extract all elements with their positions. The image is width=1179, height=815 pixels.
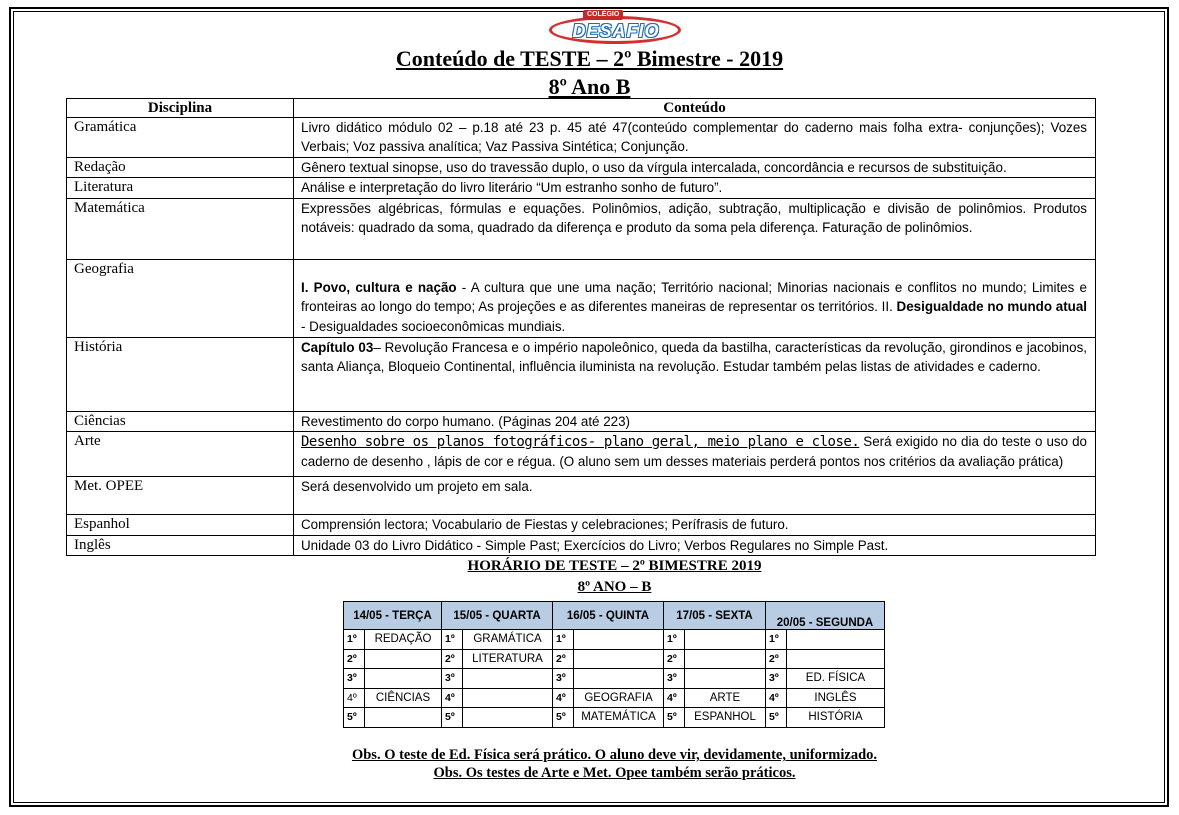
schedule-cell (365, 708, 442, 728)
schedule-cell: MATEMÁTICA (574, 708, 664, 728)
content-cell (294, 432, 1096, 477)
period-label: 2º (344, 649, 365, 669)
period-label: 5º (344, 708, 365, 728)
discipline-cell: Matemática (67, 198, 294, 259)
day-header: 17/05 - SEXTA (664, 602, 766, 630)
schedule-cell (463, 708, 553, 728)
period-label: 4º (664, 688, 685, 708)
period-label: 2º (553, 649, 574, 669)
content-bold: Capítulo 03 (301, 339, 374, 355)
discipline-cell: Met. OPEE (67, 477, 294, 515)
period-label: 4º (344, 688, 365, 708)
schedule-subtitle: 8º ANO – B (577, 579, 652, 595)
table-row (67, 337, 1096, 411)
period-label: 1º (664, 630, 685, 650)
period-label: 3º (664, 669, 685, 689)
schedule-cell: ARTE (685, 688, 766, 708)
period-label: 1º (553, 630, 574, 650)
schedule-row (344, 630, 885, 650)
discipline-cell: História (67, 337, 294, 411)
period-label: 2º (766, 649, 787, 669)
table-row (67, 198, 1096, 259)
period-label: 5º (553, 708, 574, 728)
content-cell: Livro didático módulo 02 – p.18 até 23 p. 45 até 47(conteúdo complementar do caderno mais folha extra- conjunções); Vozes Verbais; Voz passiva analítica; Vaz Passiva Sintética; Conjunção. (294, 118, 1096, 158)
period-label: 1º (344, 630, 365, 650)
period-label: 4º (766, 688, 787, 708)
schedule-cell (463, 688, 553, 708)
discipline-cell: Redação (67, 158, 294, 178)
content-cell (294, 337, 1096, 411)
schedule-cell: GRAMÁTICA (463, 630, 553, 650)
schedule-title: HORÁRIO DE TESTE – 2º BIMESTRE 2019 (467, 558, 762, 574)
content-handwritten: Desenho sobre os planos fotográficos- plano geral, meio plano e close. (301, 434, 860, 451)
content-text: – Revolução Francesa e o império napoleônico, queda da bastilha, características da revolução, girondinos e jacobinos, santa Aliança, Bloqueio Continental, influência iluminista na revolução. Estudar também pelas listas de atividades e caderno. (301, 339, 1087, 375)
schedule-row (344, 708, 885, 728)
day-header: 16/05 - QUINTA (553, 602, 664, 630)
period-label: 4º (553, 688, 574, 708)
header-content: Conteúdo (294, 99, 1096, 118)
table-row (67, 259, 1096, 337)
period-label: 1º (442, 630, 463, 650)
schedule-cell: GEOGRAFIA (574, 688, 664, 708)
discipline-cell: Gramática (67, 118, 294, 158)
schedule-cell: HISTÓRIA (787, 708, 885, 728)
content-cell: Análise e interpretação do livro literário “Um estranho sonho de futuro”. (294, 178, 1096, 198)
schedule-cell (685, 630, 766, 650)
observation-note: Obs. O teste de Ed. Física será prático. O aluno deve vir, devidamente, uniformizado. (351, 747, 878, 763)
schedule-cell: ED. FÍSICA (787, 669, 885, 689)
discipline-cell: Inglês (67, 535, 294, 555)
period-label: 3º (766, 669, 787, 689)
period-label: 5º (664, 708, 685, 728)
content-cell (294, 259, 1096, 337)
discipline-cell: Geografia (67, 259, 294, 337)
content-text: - A cultura que une uma nação; Território nacional; Minorias nacionais e conflitos no mundo; Limites e fronteiras ao longo do tempo; As projeções e as diferentes maneiras de representar os territórios. II. (301, 279, 1087, 315)
schedule-cell: ESPANHOL (685, 708, 766, 728)
schedule-cell: LITERATURA (463, 649, 553, 669)
page-title: Conteúdo de TESTE – 2º Bimestre - 2019 (395, 46, 784, 71)
content-cell: Revestimento do corpo humano. (Páginas 204 até 223) (294, 411, 1096, 431)
table-row (67, 515, 1096, 535)
day-header: 14/05 - TERÇA (344, 602, 442, 630)
table-row (67, 477, 1096, 515)
schedule-cell (365, 649, 442, 669)
header-discipline: Disciplina (67, 99, 294, 118)
discipline-cell: Ciências (67, 411, 294, 431)
schedule-cell (463, 669, 553, 689)
schedule-row (344, 688, 885, 708)
content-text: Será exigido no dia do teste o uso do caderno de desenho , lápis de cor e régua. (O aluno sem um desses materiais perderá pontos nos critérios da avaliação prática) (301, 434, 1087, 470)
content-cell: Unidade 03 do Livro Didático - Simple Past; Exercícios do Livro; Verbos Regulares no Simple Past. (294, 535, 1096, 555)
schedule-cell: REDAÇÃO (365, 630, 442, 650)
schedule-cell (574, 669, 664, 689)
period-label: 3º (442, 669, 463, 689)
discipline-cell: Espanhol (67, 515, 294, 535)
school-logo (549, 10, 683, 46)
table-row (67, 118, 1096, 158)
schedule-cell (685, 669, 766, 689)
period-label: 3º (344, 669, 365, 689)
period-label: 2º (442, 649, 463, 669)
content-cell: Comprensión lectora; Vocabulario de Fiestas y celebraciones; Perífrasis de futuro. (294, 515, 1096, 535)
content-cell: Expressões algébricas, fórmulas e equações. Polinômios, adição, subtração, multiplicação e divisão de polinômios. Produtos notáveis: quadrado da soma, quadrado da diferença e produto da soma pela diferença. Faturação de polinômios. (294, 198, 1096, 259)
page-subtitle: 8º Ano B (548, 74, 631, 99)
observation-note: Obs. Os testes de Arte e Met. Opee também serão práticos. (433, 765, 796, 781)
period-label: 3º (553, 669, 574, 689)
schedule-cell (574, 630, 664, 650)
schedule-cell (365, 669, 442, 689)
day-header: 15/05 - QUARTA (442, 602, 553, 630)
content-text: - Desigualdades socioeconômicas mundiais. (301, 318, 566, 334)
content-table-header (67, 99, 1096, 118)
logo-tag: COLÉGIO (583, 10, 623, 20)
table-row (67, 158, 1096, 178)
table-row (67, 178, 1096, 198)
discipline-cell: Arte (67, 432, 294, 477)
content-table (66, 98, 1096, 556)
schedule-row (344, 669, 885, 689)
schedule-cell (685, 649, 766, 669)
content-bold: Desigualdade no mundo atual (896, 299, 1088, 315)
content-cell: Gênero textual sinopse, uso do travessão duplo, o uso da vírgula intercalada, concordância e recursos de substituição. (294, 158, 1096, 178)
table-row (67, 411, 1096, 431)
schedule-cell: CIÊNCIAS (365, 688, 442, 708)
schedule-cell (787, 630, 885, 650)
schedule-cell (574, 649, 664, 669)
schedule-table (343, 601, 885, 728)
content-cell: Será desenvolvido um projeto em sala. (294, 477, 1096, 515)
period-label: 5º (442, 708, 463, 728)
content-bold: I. Povo, cultura e nação (301, 279, 457, 295)
schedule-cell (787, 649, 885, 669)
schedule-header (344, 602, 885, 630)
table-row (67, 432, 1096, 477)
period-label: 1º (766, 630, 787, 650)
schedule-cell: INGLÊS (787, 688, 885, 708)
logo-word: DESAFIO (572, 21, 660, 41)
day-header: 20/05 - SEGUNDA (766, 602, 885, 630)
table-row (67, 535, 1096, 555)
schedule-row (344, 649, 885, 669)
discipline-cell: Literatura (67, 178, 294, 198)
period-label: 2º (664, 649, 685, 669)
period-label: 4º (442, 688, 463, 708)
period-label: 5º (766, 708, 787, 728)
